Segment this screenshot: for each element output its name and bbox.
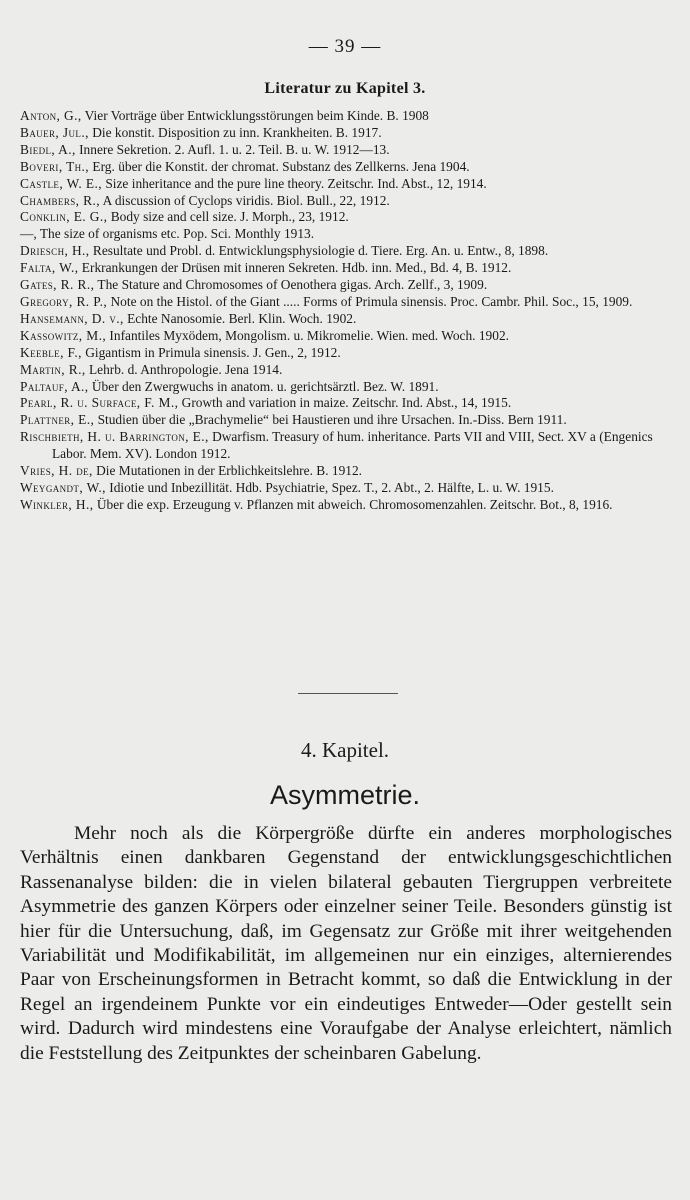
- reference-author: Boveri, Th.,: [20, 158, 90, 174]
- reference-entry: [20, 209, 670, 226]
- reference-author: Paltauf, A.,: [20, 378, 89, 394]
- section-divider: [298, 693, 398, 694]
- reference-text: Dwarfism. Treasury of hum. inheritance. Parts VII and VIII, Sect. XV a (Engenics Labor. Mem. XV). London 1912.: [52, 429, 653, 462]
- reference-author: Rischbieth, H. u. Barrington, E.,: [20, 429, 209, 445]
- reference-author: Anton, G.,: [20, 108, 82, 123]
- reference-text: Body size and cell size. J. Morph., 23, 1912.: [107, 209, 349, 225]
- body-paragraph: Mehr noch als die Körpergröße dürfte ein anderes morphologisches Verhältnis einen dankbaren Gegenstand der entwicklungsgeschichtlichen Rassenanalyse bilden: die in vielen bilateral gebauten Tiergruppen verbreitete Asymmetrie des ganzen Körpers oder einzelner seiner Teile. Besonders günstig ist hier für die Untersuchung, daß, im Gegensatz zur Größe mit ihrer weitgehenden Variabilität und Modifikabilität, im allgemeinen nur ein einziges, alternierendes Paar von Erscheinungsformen in Betracht kommt, so daß die Entwicklung in der Regel an irgendeinem Punkte vor ein eindeutiges Entweder—Oder gestellt sein wird. Dadurch wird mindestens eine Voraufgabe der Analyse erleichtert, nämlich die Feststellung des Zeitpunktes der scheinbaren Gabelung.: [20, 823, 672, 1064]
- reference-author: Biedl, A.,: [20, 141, 76, 157]
- reference-author: Martin, R.,: [20, 361, 86, 377]
- reference-entry: [20, 294, 670, 311]
- reference-list: [20, 108, 670, 514]
- reference-author: Chambers, R.,: [20, 192, 100, 208]
- reference-author: Driesch, H.,: [20, 243, 90, 259]
- reference-author: Hansemann, D. v.,: [20, 310, 124, 326]
- reference-entry: [20, 497, 670, 514]
- chapter-number: 4. Kapitel.: [300, 738, 390, 762]
- reference-author: Pearl, R. u. Surface, F. M.,: [20, 395, 179, 411]
- reference-entry: [20, 362, 670, 379]
- reference-text: Vier Vorträge über Entwicklungsstörungen beim Kinde. B. 1908: [81, 108, 429, 123]
- reference-entry: [20, 176, 670, 193]
- reference-author: Keeble, F.,: [20, 344, 82, 360]
- reference-text: Size inheritance and the pure line theory. Zeitschr. Ind. Abst., 12, 1914.: [101, 175, 487, 191]
- reference-text: Gigantism in Primula sinensis. J. Gen., 2, 1912.: [81, 344, 341, 360]
- literature-heading: Literatur zu Kapitel 3.: [264, 80, 426, 97]
- reference-text: Infantiles Myxödem, Mongolism. u. Mikromelie. Wien. med. Woch. 1902.: [106, 327, 509, 343]
- reference-author: Conklin, E. G.,: [20, 209, 108, 225]
- reference-entry: [20, 159, 670, 176]
- reference-entry: [20, 260, 670, 277]
- reference-text: Die Mutationen in der Erblichkeitslehre. B. 1912.: [92, 463, 363, 479]
- reference-text: The Stature and Chromosomes of Oenothera gigas. Arch. Zellf., 3, 1909.: [94, 277, 488, 293]
- reference-entry: [20, 108, 670, 125]
- reference-entry: [20, 379, 670, 396]
- reference-entry: [20, 142, 670, 159]
- reference-text: Echte Nanosomie. Berl. Klin. Woch. 1902.: [123, 310, 357, 326]
- reference-author: Plattner, E.,: [20, 412, 95, 428]
- chapter-title: Asymmetrie.: [269, 780, 421, 810]
- reference-entry: [20, 463, 670, 480]
- reference-entry: [20, 429, 670, 463]
- reference-entry: [20, 277, 670, 294]
- reference-text: A discussion of Cyclops viridis. Biol. Bull., 22, 1912.: [99, 192, 390, 208]
- reference-author: Vries, H. de,: [20, 463, 93, 479]
- reference-text: Über die exp. Erzeugung v. Pflanzen mit abweich. Chromosomenzahlen. Zeitschr. Bot., 8, 1916.: [93, 496, 613, 512]
- reference-entry: [20, 243, 670, 260]
- reference-entry: [20, 412, 670, 429]
- reference-author: Gates, R. R.,: [20, 277, 95, 293]
- reference-text: —, The size of organisms etc. Pop. Sci. Monthly 1913.: [20, 226, 315, 242]
- reference-author: Weygandt, W.,: [20, 479, 106, 495]
- reference-author: Bauer, Jul.,: [20, 124, 89, 140]
- reference-text: Über den Zwergwuchs in anatom. u. gerichtsärztl. Bez. W. 1891.: [88, 378, 439, 394]
- reference-entry: [20, 395, 670, 412]
- reference-entry: [20, 328, 670, 345]
- reference-text: Lehrb. d. Anthropologie. Jena 1914.: [85, 361, 283, 377]
- reference-entry: [20, 125, 670, 142]
- reference-text: Resultate und Probl. d. Entwicklungsphysiologie d. Tiere. Erg. An. u. Entw., 8, 1898.: [89, 243, 549, 259]
- reference-text: Erkrankungen der Drüsen mit inneren Sekreten. Hdb. inn. Med., Bd. 4, B. 1912.: [78, 260, 512, 276]
- reference-text: Note on the Histol. of the Giant ..... Forms of Primula sinensis. Proc. Cambr. Phil. Soc., 15, 1909.: [107, 293, 633, 309]
- reference-author: Winkler, H.,: [20, 496, 94, 512]
- reference-author: Falta, W.,: [20, 260, 79, 276]
- page-number: — 39 —: [308, 36, 382, 57]
- reference-entry: [20, 311, 670, 328]
- reference-text: Growth and variation in maize. Zeitschr. Ind. Abst., 14, 1915.: [178, 395, 512, 411]
- reference-entry: [20, 193, 670, 210]
- reference-entry: [20, 345, 670, 362]
- reference-text: Innere Sekretion. 2. Aufl. 1. u. 2. Teil. B. u. W. 1912—13.: [75, 141, 390, 157]
- reference-text: Die konstit. Disposition zu inn. Krankheiten. B. 1917.: [88, 124, 382, 140]
- reference-text: Idiotie und Inbezillität. Hdb. Psychiatrie, Spez. T., 2. Abt., 2. Hälfte, L. u. W. 1915.: [105, 479, 554, 495]
- reference-author: Kassowitz, M.,: [20, 327, 107, 343]
- reference-text: Erg. über die Konstit. der chromat. Substanz des Zellkerns. Jena 1904.: [89, 158, 470, 174]
- reference-author: Gregory, R. P.,: [20, 293, 108, 309]
- reference-entry: [20, 226, 670, 243]
- reference-entry: [20, 480, 670, 497]
- reference-author: Castle, W. E.,: [20, 175, 102, 191]
- reference-text: Studien über die „Brachymelie“ bei Haustieren und ihre Ursachen. In.-Diss. Bern 1911.: [94, 412, 567, 428]
